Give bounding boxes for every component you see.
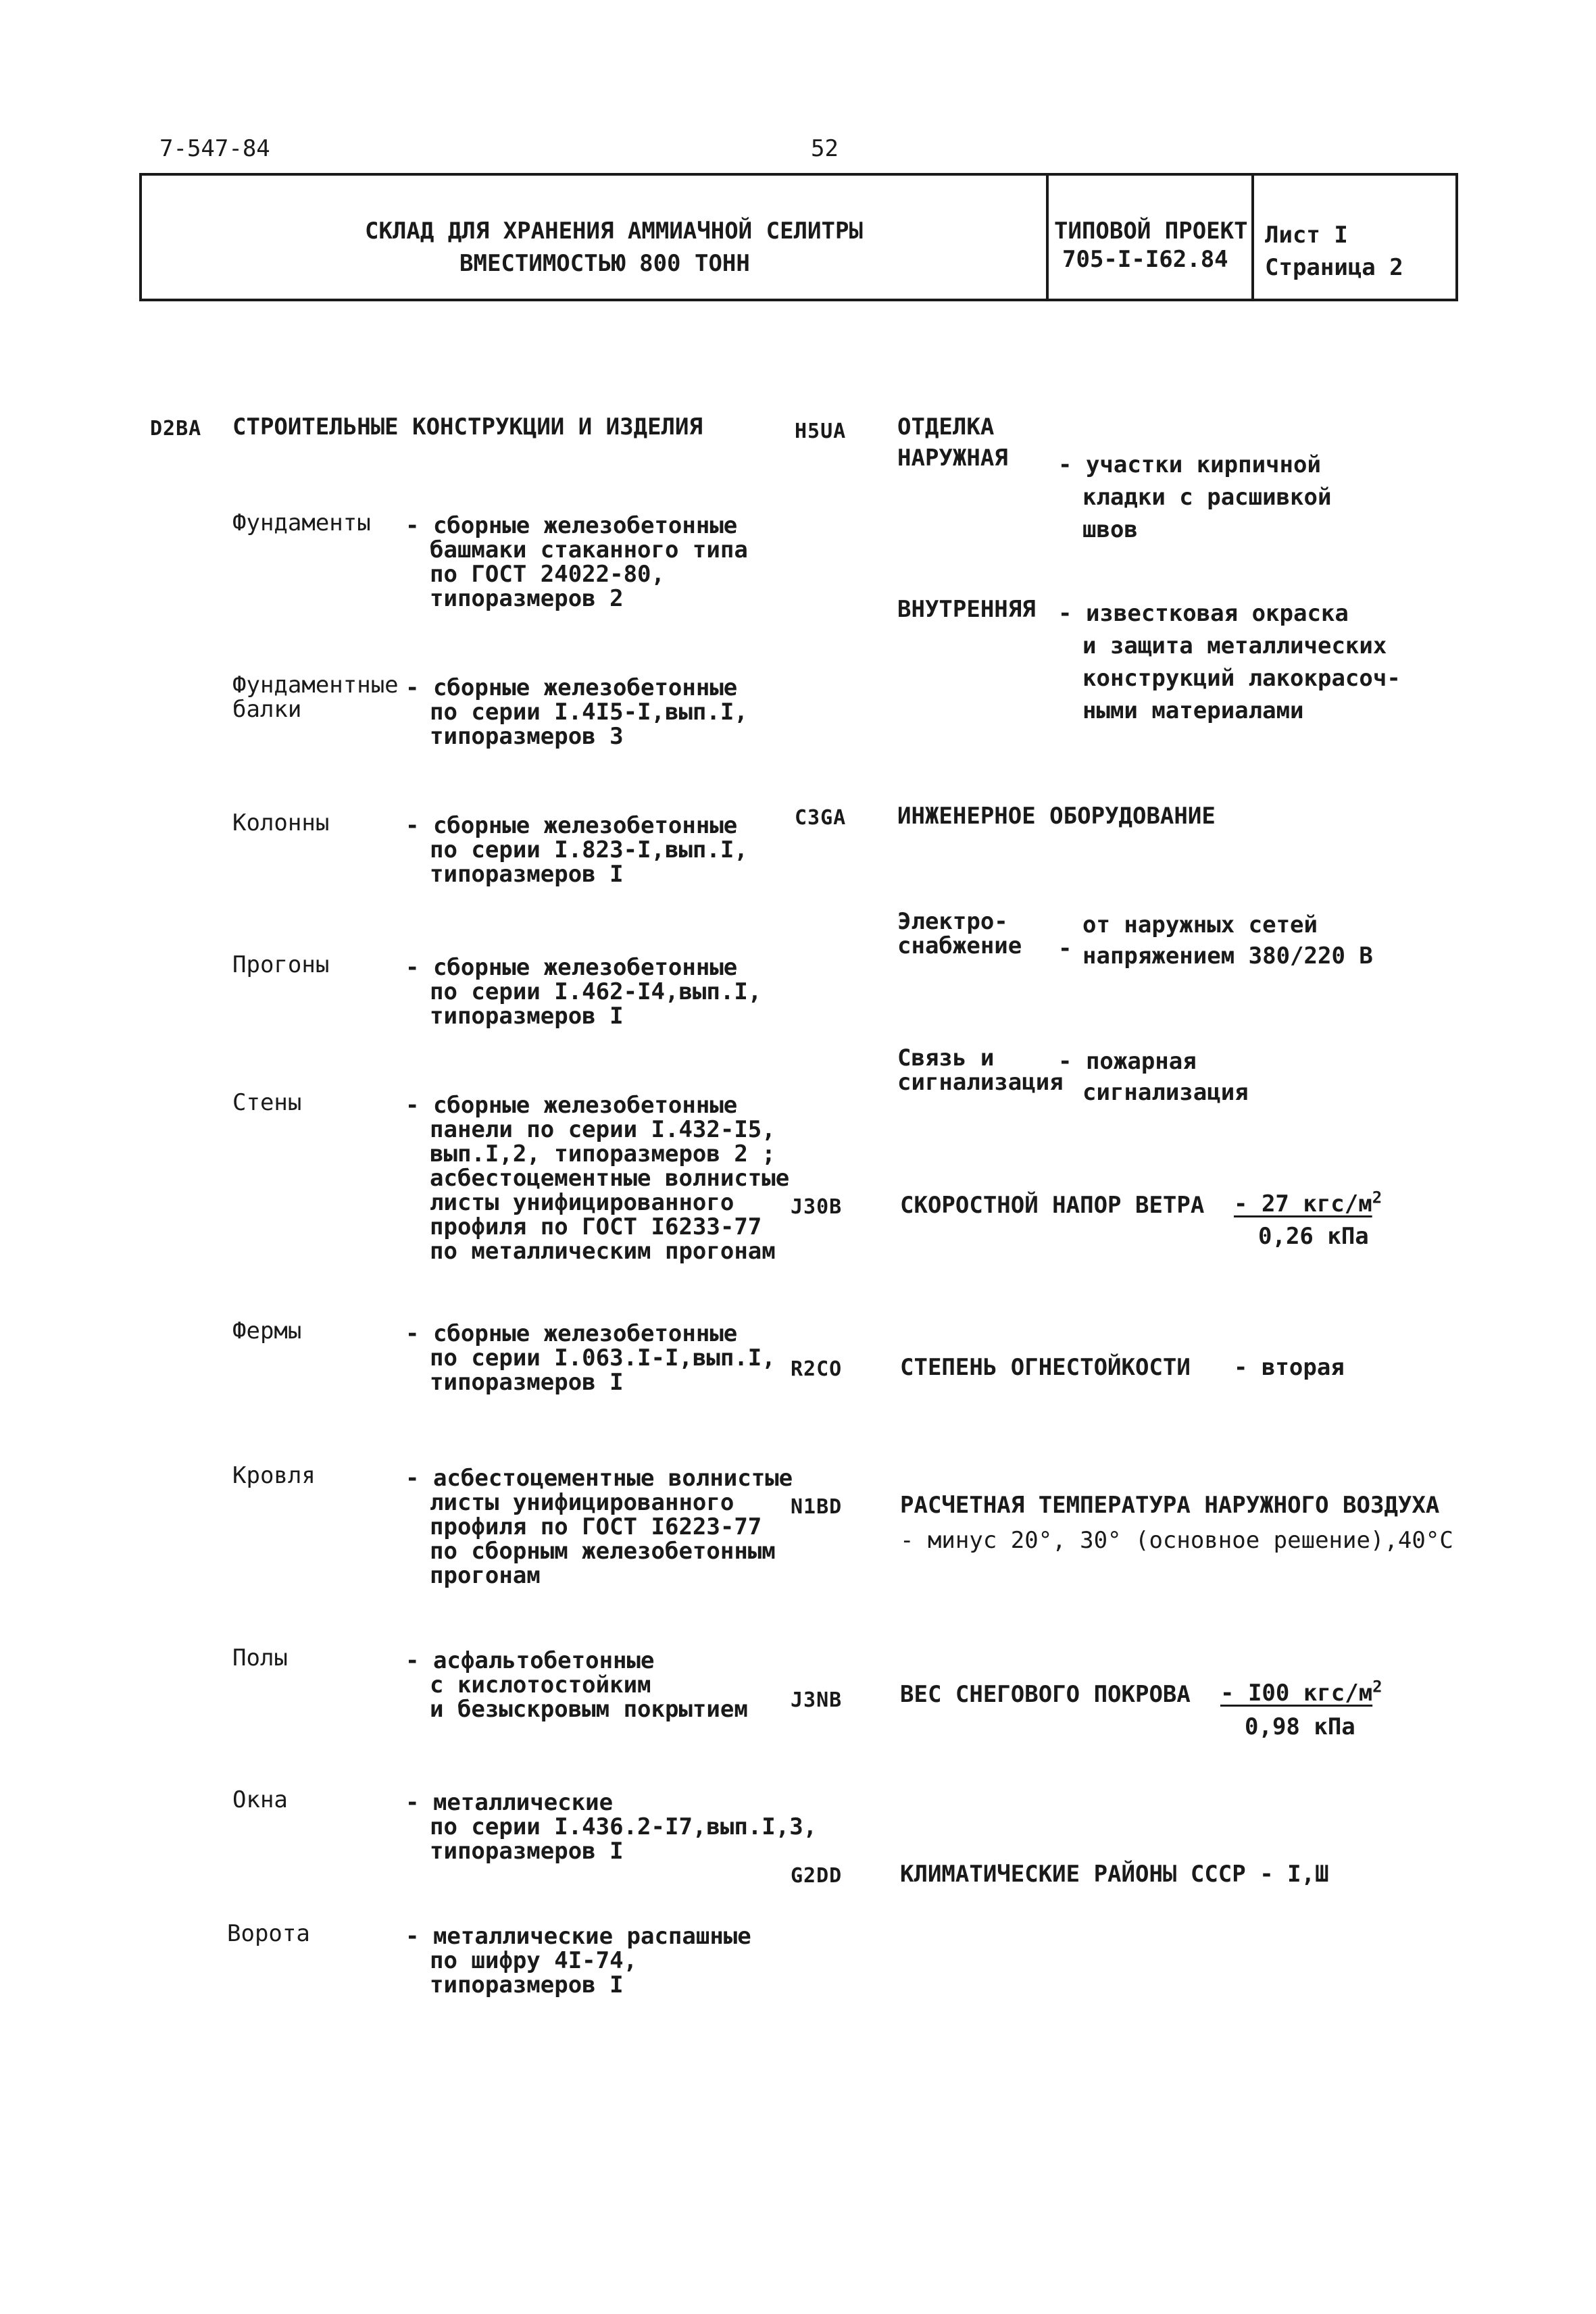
item-label: Фундаментные балки [232,672,399,723]
finish-heading: ОТДЕЛКА [897,413,995,441]
temp-value: - минус 20°, 30° (основное решение),40°С [900,1527,1453,1554]
sheet-label: Лист I [1265,222,1348,249]
item-description: - асбестоцементные волнистые листы унифицированного профиля по ГОСТ I6223-77 по сборным железобетонным прогонам [405,1465,793,1589]
item-label: Полы [232,1644,288,1671]
item-label: Колонны [232,809,330,836]
item-description: - сборные железобетонные по серии I.063.I-I,вып.I, типоразмеров I [405,1320,776,1396]
title-line-2: ВМЕСТИМОСТЬЮ 800 ТОНН [459,250,750,277]
page-label: Страница 2 [1265,254,1403,281]
section-code: C3GA [795,806,847,830]
finish-outer-label: НАРУЖНАЯ [897,445,1008,472]
title-block-divider [1251,173,1254,301]
finish-inner-description: - известковая окраска и защита металлических конструкций лакокрасоч- ными материалами [1058,600,1401,724]
item-label: Окна [232,1786,288,1813]
power-description: от наружных сетей напряжением 380/220 В [1082,911,1373,970]
fire-label: СТЕПЕНЬ ОГНЕСТОЙКОСТИ [900,1354,1191,1381]
item-description: - сборные железобетонные по серии I.4I5-I,вып.I, типоразмеров 3 [405,674,748,750]
climate-label: КЛИМАТИЧЕСКИЕ РАЙОНЫ СССР - I,Ш [900,1861,1329,1888]
comm-description: - пожарная сигнализация [1058,1048,1249,1106]
fire-value: - вторая [1234,1354,1345,1381]
project-label: ТИПОВОЙ ПРОЕКТ [1054,218,1248,245]
page-number: 52 [811,135,839,162]
item-description: - сборные железобетонные башмаки стаканного типа по ГОСТ 24022-80, типоразмеров 2 [405,512,748,612]
item-description: - металлические по серии I.436.2-I7,вып.I,3, типоразмеров I [405,1789,818,1865]
section-code: J30B [791,1195,843,1219]
wind-label: СКОРОСТНОЙ НАПОР ВЕТРА [900,1192,1205,1219]
title-block-divider [1046,173,1049,301]
temp-label: РАСЧЕТНАЯ ТЕМПЕРАТУРА НАРУЖНОГО ВОЗДУХА [900,1492,1440,1519]
finish-outer-description: - участки кирпичной кладки с расшивкой швов [1058,451,1332,543]
section-code: J3NB [791,1688,843,1712]
item-label: Стены [232,1089,302,1116]
section-code: R2CO [791,1357,843,1381]
power-dash: - [1058,935,1072,962]
section-heading: СТРОИТЕЛЬНЫЕ КОНСТРУКЦИИ И ИЗДЕЛИЯ [232,413,703,441]
power-label: Электро- снабжение [897,908,1022,959]
finish-inner-label: ВНУТРЕННЯЯ [897,596,1036,623]
section-code: G2DD [791,1864,843,1888]
document-number: 7-547-84 [159,135,270,162]
item-label: Кровля [232,1462,316,1489]
wind-value-kpa: 0,26 кПа [1258,1223,1369,1250]
project-number: 705-I-I62.84 [1062,246,1228,273]
comm-label: Связь и сигнализация [897,1045,1064,1096]
item-description: - асфальтобетонные с кислотостойким и безыскровым покрытием [405,1647,748,1723]
section-code: N1BD [791,1495,843,1519]
engineering-heading: ИНЖЕНЕРНОЕ ОБОРУДОВАНИЕ [897,803,1216,830]
snow-value: - I00 кгс/$м^2$ [1220,1677,1382,1707]
section-code: D2BA [150,417,202,441]
snow-label: ВЕС СНЕГОВОГО ПОКРОВА [900,1681,1191,1708]
item-description: - металлические распашные по шифру 4I-74, типоразмеров I [405,1923,751,1998]
item-description: - сборные железобетонные панели по серии I.432-I5, вып.I,2, типоразмеров 2 ; асбестоцементные волнистые листы унифицированного профиля по ГОСТ I6233-77 по металлическим прогонам [405,1092,790,1265]
section-code: H5UA [795,420,847,443]
snow-value-kpa: 0,98 кПа [1245,1713,1355,1740]
item-label: Прогоны [232,951,330,978]
item-description: - сборные железобетонные по серии I.823-I,вып.I, типоразмеров I [405,812,748,888]
item-label: Фундаменты [232,509,371,536]
item-label: Фермы [232,1317,302,1344]
title-line-1: СКЛАД ДЛЯ ХРАНЕНИЯ АММИАЧНОЙ СЕЛИТРЫ [365,218,863,245]
wind-value: - 27 кгс/$м^2$ [1234,1188,1382,1217]
item-label: Ворота [227,1920,310,1947]
item-description: - сборные железобетонные по серии I.462-I4,вып.I, типоразмеров I [405,954,762,1030]
